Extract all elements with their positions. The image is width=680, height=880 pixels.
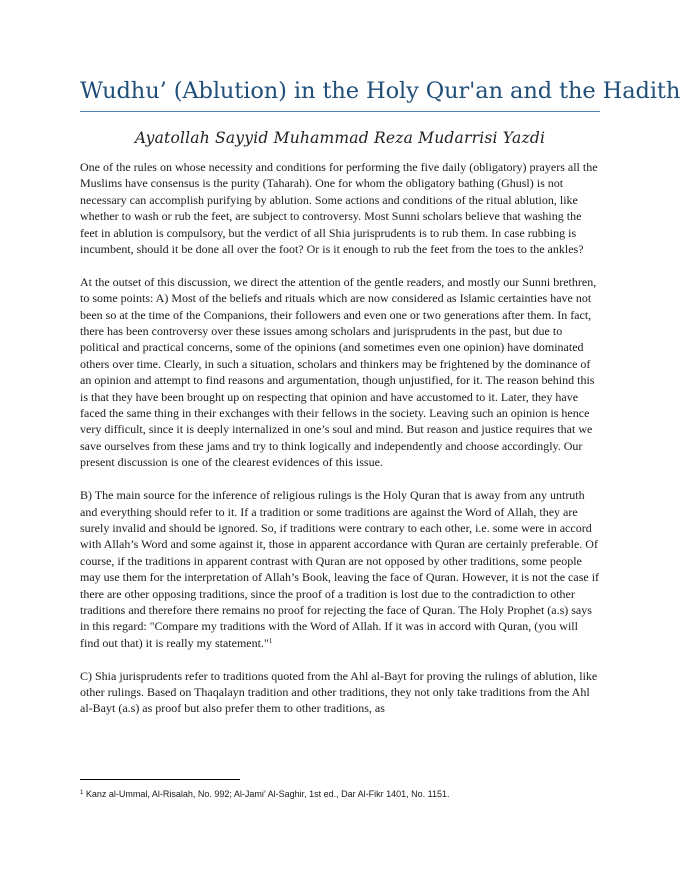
footnote	[80, 788, 600, 800]
title-underline	[80, 111, 600, 112]
footnote-reference[interactable]: 1	[268, 636, 273, 645]
document-title: Wudhu’ (Ablution) in the Holy Qur'an and the Hadith	[80, 78, 680, 104]
paragraph-point-b-text: B) The main source for the inference of religious rulings is the Holy Quran that is away from any untruth and everything should refer to it. If a tradition or some traditions are against the Word of Allah, they are surely invalid and should be ignored. So, if traditions were contrary to each other, i.e. some were in accord with Allah’s Word and some against it, those in apparent accordance with Quran are certainly preferable. Of course, if the traditions in apparent contrast with Quran are not opposed by other traditions, some people may use them for the interpretation of Allah’s Book, leaving the face of Quran. However, it is not the case if there are other opposing traditions, since the proof of a tradition is lost due to the contradiction to other traditions and therefore there remains no proof for rejecting the face of Quran. The Holy Prophet (a.s) says in this regard: "Compare my traditions with the Word of Allah. If it was in accord with Quran, (you will find out that) it is really my statement."	[80, 488, 600, 650]
paragraph-point-c: C) Shia jurisprudents refer to traditions quoted from the Ahl al-Bayt for proving the rulings of ablution, like other rulings. Based on Thaqalayn tradition and other traditions, they not only take traditions from the Ahl al-Bayt (a.s) as proof but also prefer them to other traditions, as	[80, 668, 598, 716]
paragraph-point-b	[80, 487, 600, 651]
footnote-text: Kanz al-Ummal, Al-Risalah, No. 992; Al-Jami’ Al-Saghir, 1st ed., Dar Al-Fikr 1401, No. 1151.	[85, 789, 450, 799]
author-line: Ayatollah Sayyid Muhammad Reza Mudarrisi Yazdi	[134, 129, 546, 147]
paragraph-point-a: At the outset of this discussion, we direct the attention of the gentle readers, and mostly our Sunni brethren, to some points: A) Most of the beliefs and rituals which are now considered as Islamic certainties have not been so at the time of the Companions, their followers and even one or two generations after them. In fact, there has been controversy over these issues among scholars and jurisprudents in the past, but due to political and practical concerns, some of the opinions (and sometimes even one opinion) have dominated others over time. Clearly, in such a situation, scholars and thinkers may be frightened by the dominance of an opinion and attempt to find reasons and argumentation, though unjustified, for it. The reason behind this is that they have been brought up on respecting that opinion and have accustomed to it. Later, they have faced the same thing in their exchanges with their fellows in the society. Leaving such an opinion is hence very difficult, since it is deeply internalized in one’s soul and mind. But reason and justice requires that we save ourselves from these jams and try to think logically and independently and choose accordingly. Our present discussion is one of the clearest evidences of this issue.	[80, 274, 597, 470]
footnote-separator	[80, 779, 240, 780]
footnote-marker: 1	[80, 790, 84, 796]
body-text	[80, 159, 600, 733]
paragraph-intro: One of the rules on whose necessity and conditions for performing the five daily (obligatory) prayers all the Muslims have consensus is the purity (Taharah). One for whom the obligatory bathing (Ghusl) is not necessary can accomplish purifying by ablution. Some actions and conditions of the ritual ablution, like whether to wash or rub the feet, are subject to controversy. Most Sunni scholars believe that washing the feet in ablution is compulsory, but the verdict of all Shia jurisprudents is to rub them. In case rubbing is incumbent, should it be done all over the foot? Or is it enough to rub the feet from the toes to the ankles?	[80, 160, 598, 257]
